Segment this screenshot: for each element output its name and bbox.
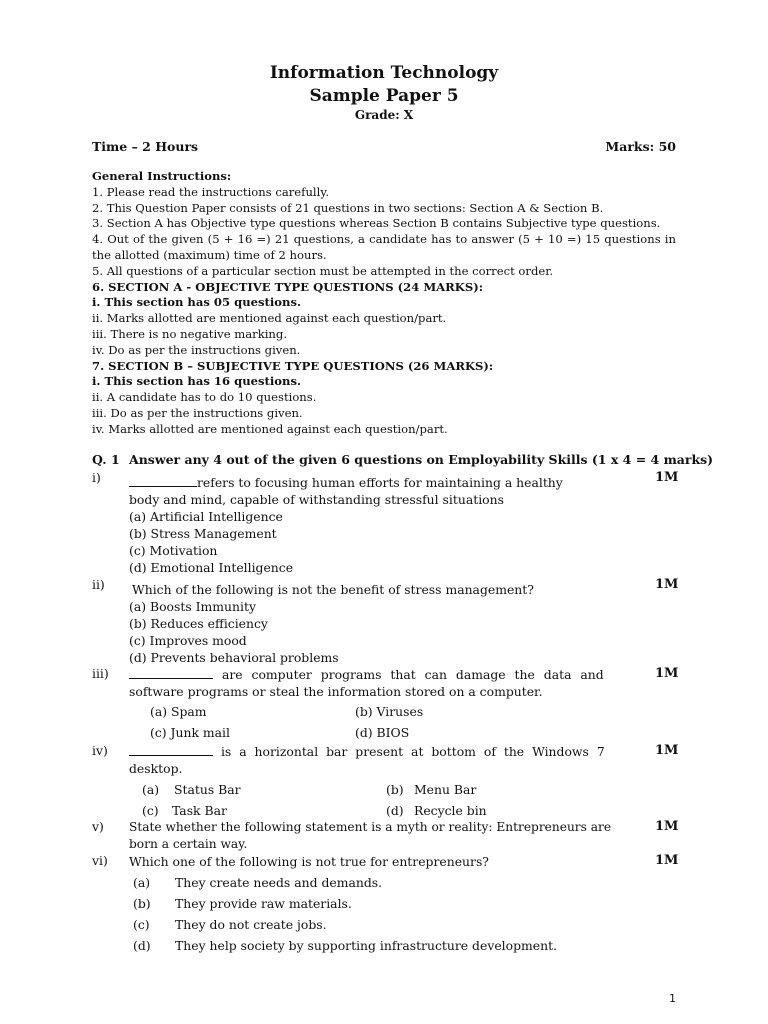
answer-blank — [129, 745, 213, 756]
option-letter: (c) — [133, 917, 150, 932]
total-marks: Marks: 50 — [605, 139, 676, 154]
instruction-line: iii. Do as per the instructions given. — [92, 405, 303, 420]
part-number: iii) — [92, 666, 109, 681]
option: (d) Emotional Intelligence — [129, 560, 294, 575]
instruction-line: 3. Section A has Objective type questions whereas Section B contains Subjective type questions. — [92, 216, 661, 231]
option: (c) Improves mood — [129, 633, 247, 648]
option: (d) Prevents behavioral problems — [129, 650, 339, 665]
part-text: software programs or steal the information stored on a computer. — [129, 684, 543, 699]
option-letter: (a) — [133, 875, 151, 890]
option: (b) Reduces efficiency — [129, 616, 268, 631]
marks-label: 1M — [655, 577, 679, 592]
instruction-line: i. This section has 16 questions. — [92, 374, 302, 389]
option-label: Menu Bar — [414, 782, 477, 797]
question-title: Answer any 4 out of the given 6 questions on Employability Skills (1 x 4 = 4 marks) — [129, 452, 714, 467]
paper-title: Information Technology — [269, 63, 499, 83]
paper-grade: Grade: X — [354, 108, 414, 122]
option: (c) Motivation — [129, 543, 218, 558]
part-text: are computer programs that can damage the data and — [221, 667, 604, 682]
option-letter: (a) — [142, 782, 160, 797]
instruction-line: 5. All questions of a particular section must be attempted in the correct order. — [92, 263, 554, 278]
option-letter: (b) — [386, 782, 404, 797]
general-instructions — [92, 169, 676, 438]
instruction-line: 2. This Question Paper consists of 21 questions in two sections: Section A & Section B. — [92, 200, 604, 215]
option-label: Task Bar — [172, 803, 227, 818]
part-number: ii) — [92, 577, 105, 592]
part-text: Which of the following is not the benefit of stress management? — [132, 582, 534, 597]
marks-label: 1M — [655, 666, 679, 681]
option: (a) Spam — [150, 704, 207, 719]
option-letter: (c) — [142, 803, 159, 818]
part-number: v) — [92, 819, 104, 834]
section-b-heading: 7. SECTION B – SUBJECTIVE TYPE QUESTIONS (26 MARKS): — [92, 358, 494, 373]
option-label: They create needs and demands. — [175, 875, 383, 890]
instruction-line: ii. Marks allotted are mentioned against each question/part. — [92, 311, 447, 326]
option: (c) Junk mail — [150, 725, 230, 740]
part-number: vi) — [92, 853, 108, 868]
section-a-heading: 6. SECTION A - OBJECTIVE TYPE QUESTIONS (24 MARKS): — [92, 279, 484, 294]
instruction-line: iii. There is no negative marking. — [92, 326, 287, 341]
part-number: i) — [92, 470, 101, 485]
part-text: desktop. — [129, 761, 183, 776]
option: (a) Boosts Immunity — [129, 599, 256, 614]
option: (b) Stress Management — [129, 526, 277, 541]
option-label: They help society by supporting infrastructure development. — [175, 938, 557, 953]
option-letter: (d) — [133, 938, 151, 953]
instruction-line: 4. Out of the given (5 + 16 =) 21 questions, a candidate has to answer (5 + 10 =) 15 questions in the allotted (maximum) time of 2 hours. — [92, 232, 676, 262]
part-text: State whether the following statement is a myth or reality: Entrepreneurs are — [129, 820, 612, 834]
marks-label: 1M — [655, 743, 679, 758]
instruction-line: ii. A candidate has to do 10 questions. — [92, 390, 317, 405]
part-text: born a certain way. — [129, 837, 248, 851]
answer-blank — [129, 476, 197, 487]
marks-label: 1M — [655, 470, 679, 485]
part-text: is a horizontal bar present at bottom of the Windows 7 — [220, 744, 605, 759]
option-letter: (d) — [386, 803, 404, 818]
part-text: refers to focusing human efforts for maintaining a healthy — [197, 475, 563, 490]
option-label: They do not create jobs. — [175, 917, 327, 932]
time-duration: Time – 2 Hours — [92, 139, 199, 154]
option: (a) Artificial Intelligence — [129, 509, 283, 524]
paper-subtitle: Sample Paper 5 — [309, 86, 459, 106]
part-text: body and mind, capable of withstanding stressful situations — [129, 492, 504, 507]
option: (b) Viruses — [355, 704, 424, 719]
marks-label: 1M — [655, 853, 679, 868]
option: (d) BIOS — [355, 725, 410, 740]
instructions-heading: General Instructions: — [92, 169, 232, 183]
answer-blank — [129, 668, 213, 679]
option-label: They provide raw materials. — [175, 896, 352, 911]
instruction-line: i. This section has 05 questions. — [92, 295, 302, 310]
part-number: iv) — [92, 743, 108, 758]
question-number: Q. 1 — [92, 452, 120, 467]
marks-label: 1M — [655, 819, 679, 834]
option-letter: (b) — [133, 896, 151, 911]
option-label: Status Bar — [174, 782, 241, 797]
part-text: Which one of the following is not true for entrepreneurs? — [129, 854, 489, 869]
option-label: Recycle bin — [414, 803, 487, 818]
instruction-line: 1. Please read the instructions carefully. — [92, 184, 330, 199]
page-number: 1 — [669, 992, 676, 1005]
instruction-line: iv. Do as per the instructions given. — [92, 342, 301, 357]
instruction-line: iv. Marks allotted are mentioned against each question/part. — [92, 421, 448, 436]
